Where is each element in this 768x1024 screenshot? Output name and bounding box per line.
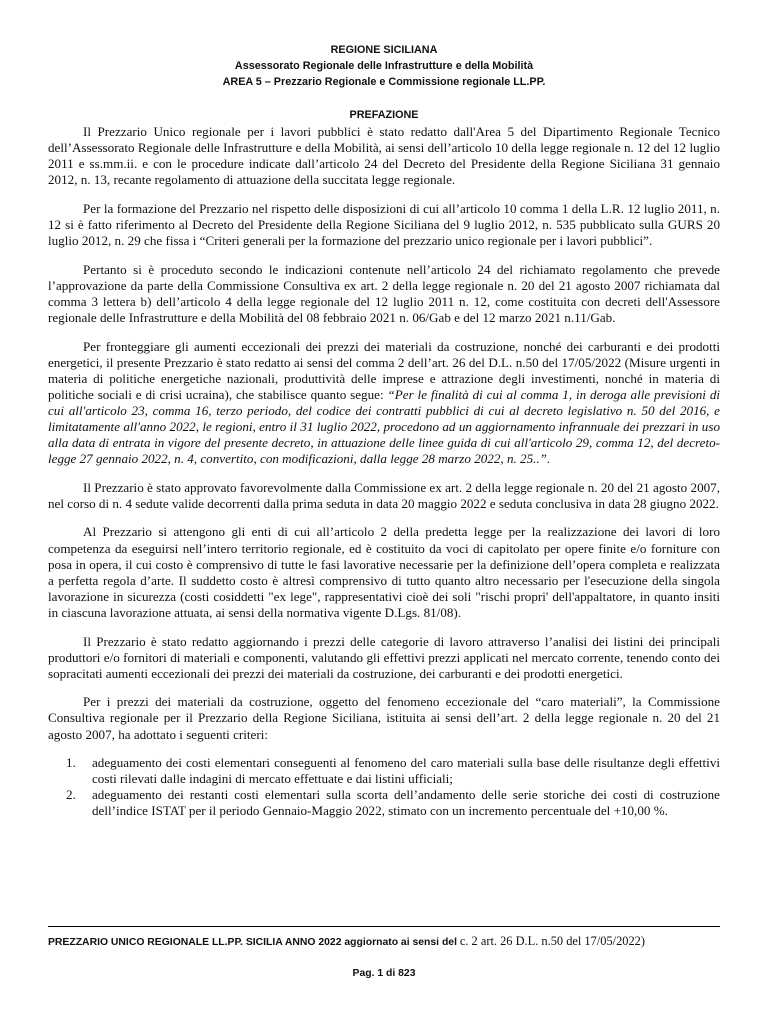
page-number: Pag. 1 di 823 (352, 968, 416, 979)
list-item-number: 1. (66, 755, 76, 771)
document-body (48, 124, 720, 819)
paragraph-3: Pertanto si è proceduto secondo le indicazioni contenute nell’articolo 24 del richiamato regolamento che prevede l’approvazione da parte della Commissione Consultiva ex art. 2 della legge regionale n. 20 del 21 agosto 2007 richiamata dal comma 3 lettera b) dell’articolo 4 della legge regionale del 12 luglio 2011 n. 12, come costituita con decreti dell'Assessore regionale delle Infrastrutture e della Mobilità del 08 febbraio 2021 n. 06/Gab e del 12 marzo 2021 n.11/Gab. (48, 261, 720, 325)
paragraph-5: Il Prezzario è stato approvato favorevolmente dalla Commissione ex art. 2 della legge regionale n. 20 del 21 agosto 2007, nel corso di n. 4 sedute valide decorrenti dalla prima seduta in data 20 maggio 2022 e seduta conclusiva in data 28 giugno 2022. (48, 479, 720, 511)
list-item (48, 755, 720, 787)
list-item-number: 2. (66, 787, 76, 803)
paragraph-2: Per la formazione del Prezzario nel rispetto delle disposizioni di cui all’articolo 10 comma 1 della L.R. 12 luglio 2011, n. 12 si è fatto riferimento al Decreto del Presidente della Regione Siciliana del 9 luglio 2012, n. 535 pubblicato sulla GURS 20 luglio 2012, n. 29 che fissa i “Criteri generali per la formazione del prezzario unico regionale per i lavori pubblici”. (48, 200, 720, 249)
paragraph-4 (48, 339, 720, 468)
page-footer (48, 934, 720, 949)
footer-divider (48, 926, 720, 927)
footer-title: PREZZARIO UNICO REGIONALE LL.PP. SICILIA ANNO 2022 aggiornato ai sensi del (48, 937, 460, 948)
page-title: PREFAZIONE (349, 109, 419, 121)
list-item (48, 787, 720, 819)
paragraph-1: Il Prezzario Unico regionale per i lavori pubblici è stato redatto dall'Area 5 del Dipartimento Regionale Tecnico dell’Assessorato Regionale delle Infrastrutture e della Mobilità, ai sensi dell’articolo 10 della legge regionale n. 12 del 12 luglio 2011 e ss.mm.ii. e con le procedure indicate dall’articolo 24 del Decreto del Presidente della Regione Siciliana 31 gennaio 2012, n. 13, recante regolamento di attuazione della succitata legge regionale. (48, 124, 720, 188)
header-region: REGIONE SICILIANA (330, 44, 438, 56)
paragraph-4-lead: Per fronteggiare gli aumenti eccezionali dei prezzi dei materiali da costruzione, nonché dei carburanti e dei prodotti energetici, il presente Prezzario è stato redatto ai sensi del comma 2 dell’art. 26 del D.L. n.50 del 17/05/2022 (Misure urgenti in materia di politiche energetiche nazionali, produttività delle imprese e attrazione degli investimenti, nonché in materia di politiche sociali e di crisi ucraina), che stabilisce quanto segue: (48, 338, 720, 402)
criteria-list (48, 755, 720, 819)
header-department: Assessorato Regionale delle Infrastrutture e della Mobilità (234, 60, 534, 72)
list-item-text: adeguamento dei costi elementari conseguenti al fenomeno del caro materiali sulla base delle risultanze degli effettivi costi rilevati dalle indagini di mercato effettuate e dai listini ufficiali; (92, 755, 720, 787)
paragraph-8: Per i prezzi dei materiali da costruzione, oggetto del fenomeno eccezionale del “caro materiali”, la Commissione Consultiva regionale per il Prezzario della Regione Siciliana, istituita ai sensi dell’art. 2 della legge regionale n. 20 del 21 agosto 2007, ha adottato i seguenti criteri: (48, 694, 720, 742)
paragraph-7: Il Prezzario è stato redatto aggiornando i prezzi delle categorie di lavoro attraverso l’analisi dei listini dei principali produttori e/o fornitori di materiali e componenti, valutando gli effettivi prezzi applicati nel mercato corrente, tenendo conto dei sopracitati aumenti eccezionali dei prezzi dei materiali da costruzione, dei carburanti e dei prodotti energetici. (48, 633, 720, 681)
footer-reference: c. 2 art. 26 D.L. n.50 del 17/05/2022) (459, 934, 645, 948)
header-area: AREA 5 – Prezzario Regionale e Commissione regionale LL.PP. (222, 76, 546, 88)
paragraph-6: Al Prezzario si attengono gli enti di cui all’articolo 2 della predetta legge per la realizzazione dei lavori di loro competenza da eseguirsi nell’intero territorio regionale, ed è costituito da voci di capitolato per opere finite e/o forniture con posa in opera, il cui costo è comprensivo di tutte le fasi lavorative necessarie per la definizione dell’opera completa e realizzata a perfetta regola d’arte. Il suddetto costo è altresì comprensivo di tutto quanto altro necessario per l'esecuzione della singola lavorazione in sicurezza (costi cosiddetti "ex lege", rappresentativi cioè dei soli "rischi propri' dell'appaltatore, in quanto insiti in ciascuna lavorazione attuata, ai sensi della normativa vigente D.Lgs. 81/08). (48, 524, 720, 620)
document-header (0, 42, 768, 90)
list-item-text: adeguamento dei restanti costi elementari sulla scorta dell’andamento delle serie storiche dei costi di costruzione dell’indice ISTAT per il periodo Gennaio-Maggio 2022, stimato con un incremento percentuale del +10,00 %. (92, 787, 720, 819)
paragraph-4-quote: “Per le finalità di cui al comma 1, in deroga alle previsioni di cui all'articolo 23, comma 16, terzo periodo, del codice dei contratti pubblici di cui al decreto legislativo n. 50 del 2016, e limitatamente all'anno 2022, le regioni, entro il 31 luglio 2022, procedono ad un aggiornamento infrannuale dei prezzari in uso alla data di entrata in vigore del presente decreto, in attuazione delle linee guida di cui all'articolo 29, comma 12, del decreto-legge 27 gennaio 2022, n. 4, convertito, con modificazioni, dalla legge 28 marzo 2022, n. 25..”. (48, 386, 721, 467)
